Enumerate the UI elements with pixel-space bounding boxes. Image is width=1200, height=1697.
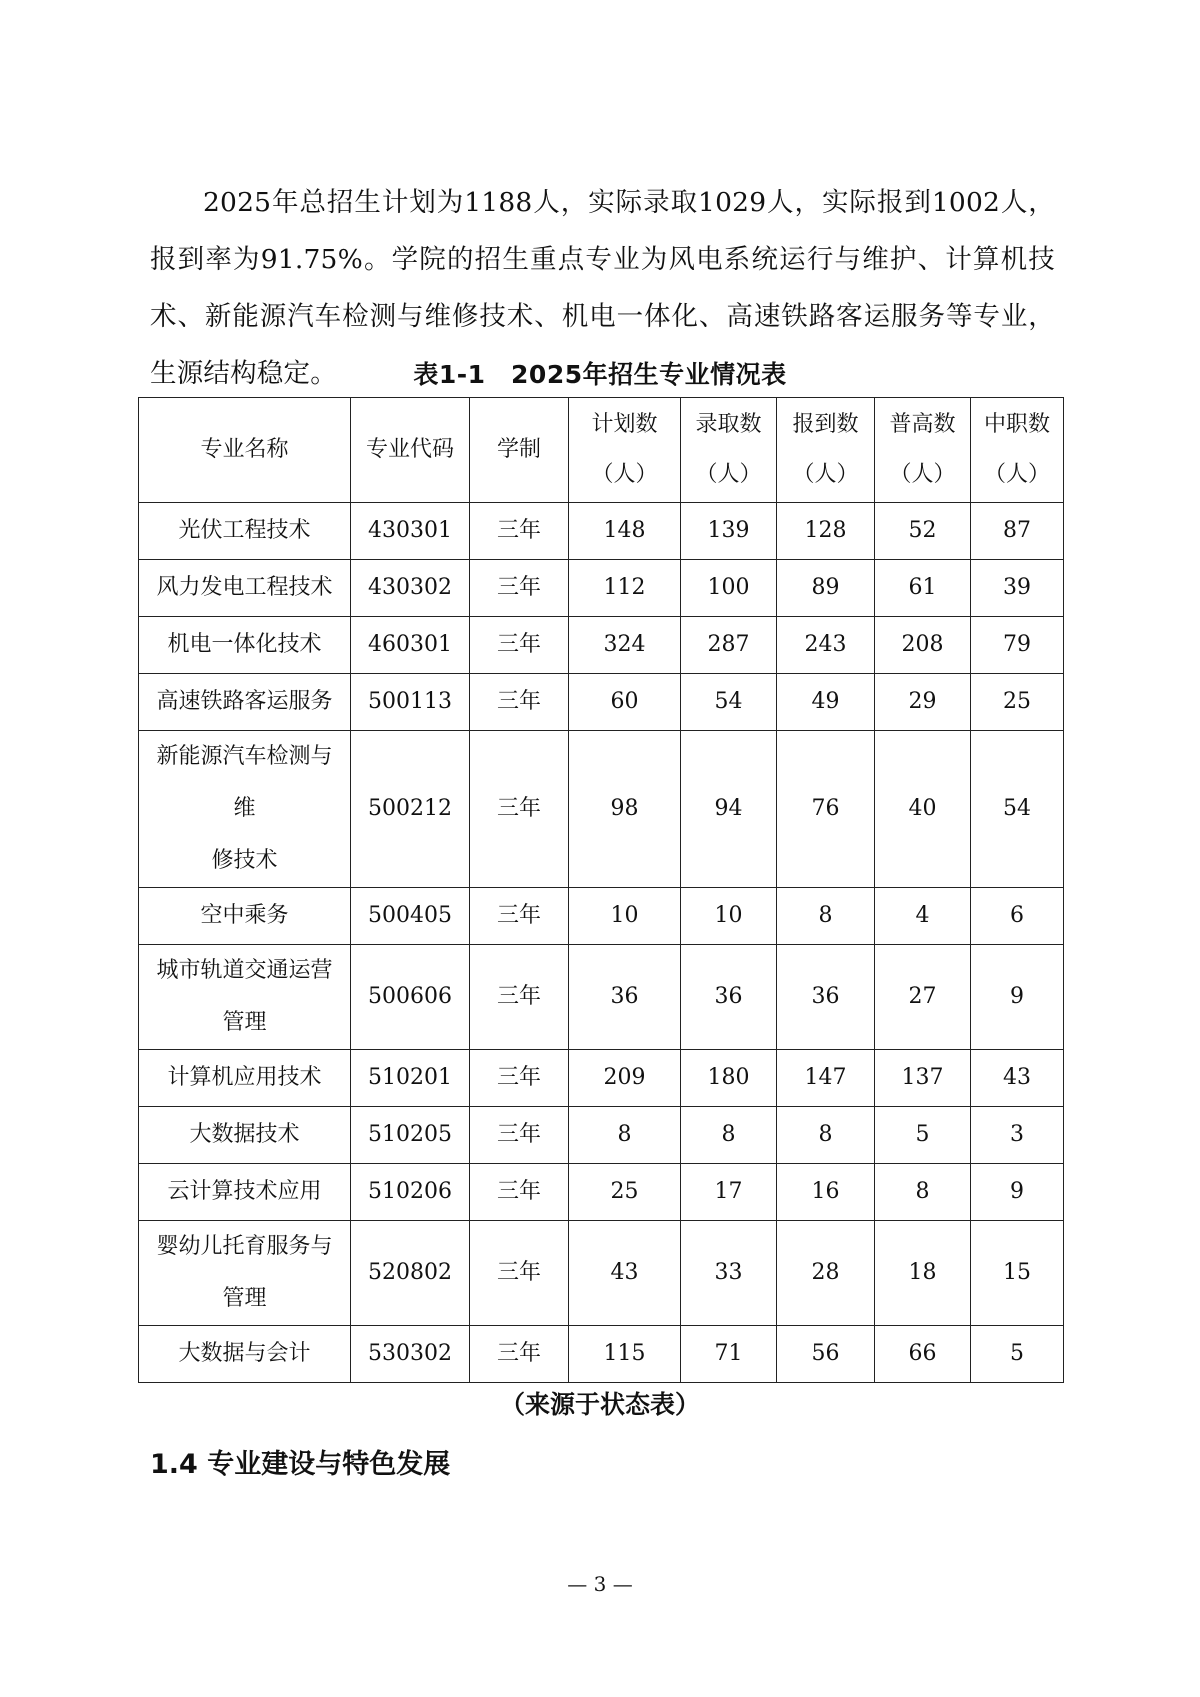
cell-plan: 209 [569,1050,681,1107]
cell-vocational: 6 [971,888,1064,945]
cell-name: 大数据技术 [139,1107,351,1164]
cell-name: 计算机应用技术 [139,1050,351,1107]
cell-registered: 28 [777,1221,875,1326]
column-header-label: 专业代码 [365,437,454,462]
cell-admitted: 17 [681,1164,777,1221]
column-header [777,398,875,503]
cell-registered: 56 [777,1326,875,1383]
cell-plan: 60 [569,674,681,731]
cell-registered: 8 [777,888,875,945]
column-header-label: 专业名称 [200,437,289,462]
cell-name: 机电一体化技术 [139,617,351,674]
table-caption: 表1-1 2025年招生专业情况表 [413,360,787,389]
cell-plan: 148 [569,503,681,560]
cell-registered: 36 [777,945,875,1050]
cell-general: 52 [875,503,971,560]
cell-code: 510201 [351,1050,470,1107]
cell-name: 大数据与会计 [139,1326,351,1383]
cell-years: 三年 [470,888,569,945]
column-header-unit: （人） [889,462,956,487]
cell-code: 500606 [351,945,470,1050]
cell-years: 三年 [470,617,569,674]
cell-vocational: 9 [971,945,1064,1050]
cell-years: 三年 [470,560,569,617]
cell-plan: 112 [569,560,681,617]
cell-years: 三年 [470,674,569,731]
cell-plan: 43 [569,1221,681,1326]
cell-admitted: 180 [681,1050,777,1107]
cell-years: 三年 [470,1326,569,1383]
cell-general: 5 [875,1107,971,1164]
cell-plan: 324 [569,617,681,674]
column-header-unit: （人） [792,462,859,487]
cell-name: 城市轨道交通运营 管理 [139,945,351,1050]
section-heading: 1.4 专业建设与特色发展 [150,1449,451,1480]
cell-years: 三年 [470,731,569,888]
cell-name: 云计算技术应用 [139,1164,351,1221]
cell-vocational: 79 [971,617,1064,674]
cell-plan: 10 [569,888,681,945]
cell-admitted: 36 [681,945,777,1050]
cell-registered: 8 [777,1107,875,1164]
cell-plan: 115 [569,1326,681,1383]
table-row [139,888,1064,945]
cell-code: 530302 [351,1326,470,1383]
cell-name: 光伏工程技术 [139,503,351,560]
cell-code: 430302 [351,560,470,617]
page-number: — 3 — [567,1572,633,1596]
cell-code: 500212 [351,731,470,888]
cell-years: 三年 [470,1221,569,1326]
cell-code: 520802 [351,1221,470,1326]
intro-paragraph: 2025年总招生计划为1188人，实际录取1029人，实际报到1002人，报到率为91.75%。学院的招生重点专业为风电系统运行与维护、计算机技术、新能源汽车检测与维修技术、机电一体化、高速铁路客运服务等专业，生源结构稳定。 [150,187,1055,389]
cell-name: 新能源汽车检测与维 修技术 [139,731,351,888]
column-header [875,398,971,503]
cell-years: 三年 [470,945,569,1050]
cell-vocational: 43 [971,1050,1064,1107]
column-header-unit: （人） [591,462,658,487]
cell-years: 三年 [470,1107,569,1164]
cell-general: 27 [875,945,971,1050]
cell-name: 婴幼儿托育服务与 管理 [139,1221,351,1326]
cell-years: 三年 [470,503,569,560]
cell-general: 61 [875,560,971,617]
cell-admitted: 94 [681,731,777,888]
table-row [139,1050,1064,1107]
cell-general: 208 [875,617,971,674]
cell-vocational: 9 [971,1164,1064,1221]
column-header-label: 录取数 [695,412,762,437]
cell-code: 500405 [351,888,470,945]
cell-general: 66 [875,1326,971,1383]
cell-name: 风力发电工程技术 [139,560,351,617]
cell-vocational: 87 [971,503,1064,560]
column-header-label: 报到数 [792,412,859,437]
cell-vocational: 5 [971,1326,1064,1383]
cell-name: 高速铁路客运服务 [139,674,351,731]
cell-code: 460301 [351,617,470,674]
column-header-label: 普高数 [889,412,956,437]
cell-code: 510206 [351,1164,470,1221]
cell-registered: 128 [777,503,875,560]
cell-general: 18 [875,1221,971,1326]
cell-general: 4 [875,888,971,945]
cell-registered: 89 [777,560,875,617]
cell-registered: 147 [777,1050,875,1107]
cell-registered: 243 [777,617,875,674]
table-row [139,503,1064,560]
column-header [351,398,470,503]
column-header [470,398,569,503]
cell-plan: 25 [569,1164,681,1221]
cell-admitted: 71 [681,1326,777,1383]
enrollment-table [138,397,1064,1383]
table-row [139,617,1064,674]
column-header-label: 中职数 [983,412,1050,437]
table-row [139,945,1064,1050]
cell-admitted: 10 [681,888,777,945]
column-header [971,398,1064,503]
cell-code: 510205 [351,1107,470,1164]
table-row [139,1221,1064,1326]
table-body [139,503,1064,1383]
cell-years: 三年 [470,1164,569,1221]
table-row [139,1107,1064,1164]
column-header-label: 计划数 [591,412,658,437]
column-header [681,398,777,503]
column-header [139,398,351,503]
cell-admitted: 287 [681,617,777,674]
cell-admitted: 100 [681,560,777,617]
table-row [139,1326,1064,1383]
column-header-unit: （人） [983,462,1050,487]
cell-general: 137 [875,1050,971,1107]
cell-plan: 8 [569,1107,681,1164]
cell-admitted: 54 [681,674,777,731]
cell-general: 29 [875,674,971,731]
cell-code: 500113 [351,674,470,731]
cell-vocational: 15 [971,1221,1064,1326]
column-header-label: 学制 [496,437,541,462]
cell-vocational: 25 [971,674,1064,731]
cell-general: 8 [875,1164,971,1221]
table-row [139,731,1064,888]
column-header [569,398,681,503]
cell-registered: 16 [777,1164,875,1221]
cell-name: 空中乘务 [139,888,351,945]
cell-code: 430301 [351,503,470,560]
table-row [139,1164,1064,1221]
cell-admitted: 139 [681,503,777,560]
table-header-row [139,398,1064,503]
cell-vocational: 3 [971,1107,1064,1164]
cell-vocational: 39 [971,560,1064,617]
table-source-note: （来源于状态表） [499,1390,700,1419]
table-row [139,560,1064,617]
cell-plan: 36 [569,945,681,1050]
cell-admitted: 8 [681,1107,777,1164]
cell-plan: 98 [569,731,681,888]
cell-vocational: 54 [971,731,1064,888]
table-row [139,674,1064,731]
cell-registered: 76 [777,731,875,888]
column-header-unit: （人） [695,462,762,487]
cell-general: 40 [875,731,971,888]
cell-admitted: 33 [681,1221,777,1326]
cell-registered: 49 [777,674,875,731]
cell-years: 三年 [470,1050,569,1107]
